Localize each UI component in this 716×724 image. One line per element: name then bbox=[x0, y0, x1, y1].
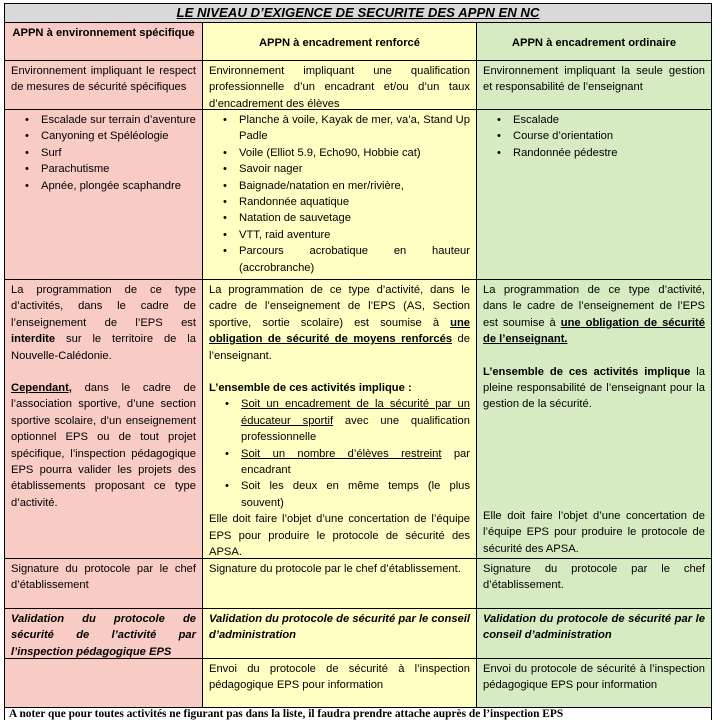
prohibited-label: interdite bbox=[11, 333, 56, 346]
programming-paragraph bbox=[209, 282, 470, 364]
obligation-label: une obligation de sécurité de moyens renforcés bbox=[209, 316, 470, 346]
activity-item: • Baignade/natation en mer/rivière, bbox=[215, 178, 470, 194]
signature-cell: Signature du protocole par le chef d’établissement bbox=[5, 559, 202, 609]
text-span: par encadrant bbox=[241, 447, 470, 477]
table-title: LE NIVEAU D’EXIGENCE DE SECURITE DES APPN EN NC bbox=[5, 4, 711, 23]
activity-item: • Savoir nager bbox=[215, 161, 470, 177]
concertation-paragraph: Elle doit faire l’objet d’une concertation de l’équipe EPS pour produire le protocole de sécurité des APSA. bbox=[483, 510, 705, 555]
text-span: dans le cadre de l’association sportive, d’une section sportive scolaire, d’un enseignement optionnel EPS ou de tout projet spécifique, l’inspection pédagogique EPS pourra valider les projets des établissements proposant ce type d’activité. bbox=[11, 382, 196, 509]
obligation-label: une obligation de sécurité de l’enseignant. bbox=[483, 316, 705, 346]
programming-paragraph bbox=[483, 282, 705, 348]
text-span: de l’enseignant. bbox=[209, 333, 470, 362]
activity-item: • Escalade bbox=[489, 112, 705, 128]
signature-cell: Signature du protocole par le chef d’établissement. bbox=[203, 559, 476, 609]
activity-item: • Randonnée aquatique bbox=[215, 194, 470, 210]
implies-heading: L’ensemble de ces activités implique : bbox=[209, 382, 412, 395]
definition-cell: Environnement impliquant la seule gestion et responsabilité de l’enseignant bbox=[477, 61, 711, 110]
text-span: La programmation de ce type d’activité, dans le cadre de l’enseignement de l’EPS est soumise à bbox=[483, 284, 705, 329]
definition-cell: Environnement impliquant une qualification professionnelle d’un encadrant et/ou d’un taux d’encadrement des élèves bbox=[203, 61, 476, 110]
programming-paragraph bbox=[11, 282, 196, 364]
activity-item: • Apnée, plongée scaphandre bbox=[17, 178, 196, 194]
activity-item: • Surf bbox=[17, 145, 196, 161]
validation-cell: Validation du protocole de sécurité de l’activité par l’inspection pédagogique EPS bbox=[5, 609, 202, 659]
validation-cell: Validation du protocole de sécurité par le conseil d’administration bbox=[477, 609, 711, 659]
activity-item: • Randonnée pédestre bbox=[489, 145, 705, 161]
concertation-paragraph: Elle doit faire l’objet d’une concertation de l’équipe EPS pour produire le protocole de sécurité des APSA. bbox=[209, 513, 470, 559]
text-span: Soit un nombre d’élèves restreint bbox=[241, 447, 442, 460]
activity-list bbox=[215, 112, 470, 276]
column-header: APPN à encadrement ordinaire bbox=[477, 23, 711, 61]
list-item: • Soit les deux en même temps (le plus souvent) bbox=[217, 478, 470, 511]
list-item bbox=[217, 446, 470, 479]
activities-cell bbox=[5, 110, 202, 280]
activity-item: • Escalade sur terrain d’aventure bbox=[17, 112, 196, 128]
definition-cell: Environnement impliquant le respect de mesures de sécurité spécifiques bbox=[5, 61, 202, 110]
programming-cell bbox=[203, 280, 476, 559]
text-span: La programmation de ce type d’activité, dans le cadre de l’enseignement de l’EPS (AS, Section sportive, sortie scolaire) est soumise à bbox=[209, 284, 470, 329]
text-span: avec une qualification professionnelle bbox=[241, 414, 470, 444]
signature-cell: Signature du protocole par le chef d’établissement. bbox=[477, 559, 711, 609]
programming-cell bbox=[5, 280, 202, 559]
programming-cell bbox=[477, 280, 711, 559]
column-header: APPN à environnement spécifique bbox=[5, 23, 202, 61]
activity-item: • Course d’orientation bbox=[489, 128, 705, 144]
envoi-cell: Envoi du protocole de sécurité à l’inspection pédagogique EPS pour information bbox=[483, 663, 705, 692]
text-span: la pleine responsabilité de l’enseignant pour la gestion de la sécurité. bbox=[483, 365, 705, 411]
activity-item: • Planche à voile, Kayak de mer, va’a, Stand Up Padle bbox=[215, 112, 470, 145]
requirements-list bbox=[209, 396, 470, 511]
validation-cell: Validation du protocole de sécurité par le conseil d’administration bbox=[203, 609, 476, 659]
implies-label: L’ensemble de ces activités implique bbox=[483, 365, 691, 378]
column-specific-environment bbox=[5, 23, 203, 707]
envoi-cell: Envoi du protocole de sécurité à l’inspection pédagogique EPS pour information bbox=[209, 663, 470, 692]
activity-item: • Natation de sauvetage bbox=[215, 210, 470, 226]
security-table bbox=[4, 3, 712, 720]
activities-cell bbox=[203, 110, 476, 280]
footer-note: A noter que pour toutes activités ne figurant pas dans la liste, il faudra prendre attache auprès de l’inspection EPS bbox=[5, 707, 711, 720]
however-label: Cependant, bbox=[11, 382, 72, 395]
activity-item: • Parcours acrobatique en hauteur (accrobranche) bbox=[215, 243, 470, 276]
exception-paragraph bbox=[11, 380, 196, 511]
implies-paragraph bbox=[483, 364, 705, 413]
activity-list bbox=[17, 112, 196, 194]
envoi-cell bbox=[5, 659, 202, 707]
activity-item: • Canyoning et Spéléologie bbox=[17, 128, 196, 144]
activity-item: • Parachutisme bbox=[17, 161, 196, 177]
text-span: sur le territoire de la Nouvelle-Calédonie. bbox=[11, 333, 196, 362]
column-reinforced-supervision bbox=[203, 23, 477, 707]
list-item bbox=[217, 396, 470, 445]
activity-item: • VTT, raid aventure bbox=[215, 227, 470, 243]
text-span: Soit un encadrement de la sécurité par un éducateur sportif bbox=[241, 398, 470, 427]
activity-item: • Voile (Elliot 5.9, Echo90, Hobbie cat) bbox=[215, 145, 470, 161]
activity-list bbox=[489, 112, 705, 161]
column-header: APPN à encadrement renforcé bbox=[203, 23, 476, 61]
activities-cell bbox=[477, 110, 711, 280]
text-span: La programmation de ce type d’activités, dans le cadre de l’enseignement de l’EPS est bbox=[11, 284, 196, 329]
column-ordinary-supervision bbox=[477, 23, 711, 707]
